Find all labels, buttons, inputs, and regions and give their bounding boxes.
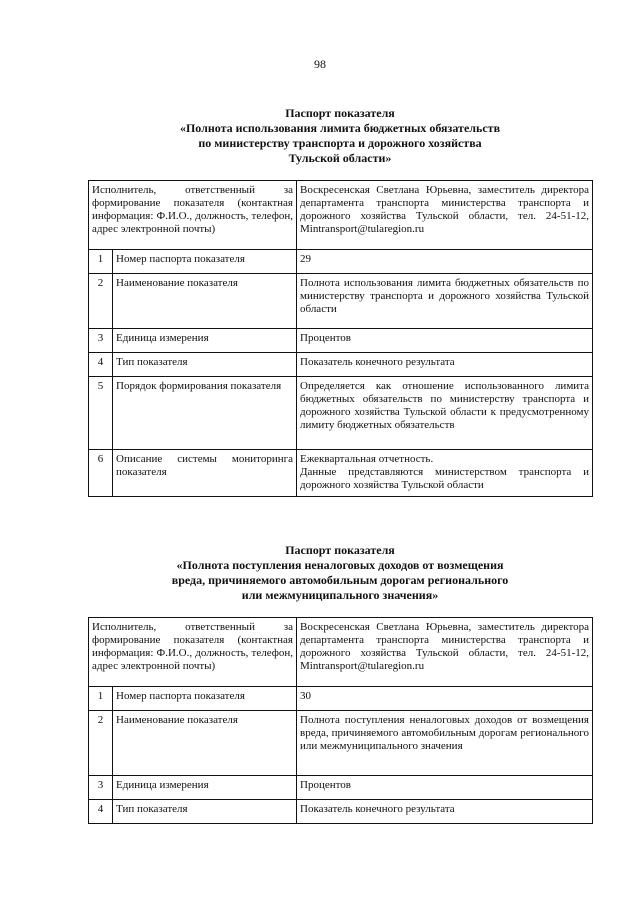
value-line: Ежеквартальная отчетность. bbox=[300, 453, 434, 465]
passport-title bbox=[88, 543, 592, 603]
row-label: Наименование показателя bbox=[113, 274, 297, 329]
indicator-passport-2 bbox=[88, 543, 592, 824]
page-number: 98 bbox=[314, 57, 326, 71]
row-label: Единица измерения bbox=[113, 329, 297, 353]
indicator-passport-1 bbox=[88, 106, 592, 497]
row-label: Описание системы мониторинга показателя bbox=[113, 450, 297, 497]
passport-table bbox=[88, 617, 593, 824]
row-label: Номер паспорта показателя bbox=[113, 687, 297, 711]
row-number: 4 bbox=[89, 353, 113, 377]
row-value: 30 bbox=[297, 687, 593, 711]
executor-label: Исполнитель, ответственный за формирование показателя (контактная информация: Ф.И.О., должность, телефон, адрес электронной почты) bbox=[89, 181, 297, 250]
table-row bbox=[89, 800, 593, 824]
row-number: 3 bbox=[89, 329, 113, 353]
table-row bbox=[89, 618, 593, 687]
passport-table bbox=[88, 180, 593, 497]
row-number: 2 bbox=[89, 711, 113, 776]
executor-label: Исполнитель, ответственный за формирование показателя (контактная информация: Ф.И.О., должность, телефон, адрес электронной почты) bbox=[89, 618, 297, 687]
table-row bbox=[89, 776, 593, 800]
table-row bbox=[89, 250, 593, 274]
row-number: 6 bbox=[89, 450, 113, 497]
row-value: Показатель конечного результата bbox=[297, 353, 593, 377]
table-row bbox=[89, 711, 593, 776]
executor-value: Воскресенская Светлана Юрьевна, заместитель директора департамента транспорта министерства транспорта и дорожного хозяйства Тульской области, тел. 24-51-12, Mintransport@tularegion.ru bbox=[297, 618, 593, 687]
row-number: 2 bbox=[89, 274, 113, 329]
row-value: Определяется как отношение использованного лимита бюджетных обязательств по министерству транспорта и дорожного хозяйства Тульской области к предусмотренному лимиту бюджетных обязательств bbox=[297, 377, 593, 450]
row-label: Тип показателя bbox=[113, 353, 297, 377]
title-line: по министерству транспорта и дорожного хозяйства bbox=[198, 136, 482, 150]
row-number: 4 bbox=[89, 800, 113, 824]
title-line: Паспорт показателя bbox=[285, 543, 395, 557]
title-line: Паспорт показателя bbox=[285, 106, 395, 120]
row-label: Порядок формирования показателя bbox=[113, 377, 297, 450]
table-row bbox=[89, 450, 593, 497]
row-number: 5 bbox=[89, 377, 113, 450]
table-row bbox=[89, 181, 593, 250]
title-line: вреда, причиняемого автомобильным дорогам регионального bbox=[171, 573, 509, 587]
row-value: Полнота использования лимита бюджетных обязательств по министерству транспорта и дорожного хозяйства Тульской области bbox=[297, 274, 593, 329]
title-line: или межмуниципального значения» bbox=[241, 588, 439, 602]
row-label: Тип показателя bbox=[113, 800, 297, 824]
table-row bbox=[89, 274, 593, 329]
title-line: «Полнота поступления неналоговых доходов от возмещения bbox=[176, 558, 504, 572]
table-row bbox=[89, 377, 593, 450]
row-number: 1 bbox=[89, 250, 113, 274]
table-row bbox=[89, 353, 593, 377]
title-line: «Полнота использования лимита бюджетных обязательств bbox=[179, 121, 501, 135]
value-line: Данные представляются министерством транспорта и дорожного хозяйства Тульской области bbox=[300, 466, 589, 491]
row-value: Полнота поступления неналоговых доходов от возмещения вреда, причиняемого автомобильным дорогам регионального или межмуниципального значения bbox=[297, 711, 593, 776]
row-value: Показатель конечного результата bbox=[297, 800, 593, 824]
row-number: 1 bbox=[89, 687, 113, 711]
row-value: Процентов bbox=[297, 329, 593, 353]
passport-title bbox=[88, 106, 592, 166]
row-label: Номер паспорта показателя bbox=[113, 250, 297, 274]
row-number: 3 bbox=[89, 776, 113, 800]
title-line: Тульской области» bbox=[288, 151, 392, 165]
table-row bbox=[89, 687, 593, 711]
row-label: Наименование показателя bbox=[113, 711, 297, 776]
row-value bbox=[297, 450, 593, 497]
table-row bbox=[89, 329, 593, 353]
row-value: 29 bbox=[297, 250, 593, 274]
row-label: Единица измерения bbox=[113, 776, 297, 800]
row-value: Процентов bbox=[297, 776, 593, 800]
executor-value: Воскресенская Светлана Юрьевна, заместитель директора департамента транспорта министерства транспорта и дорожного хозяйства Тульской области, тел. 24-51-12, Mintransport@tularegion.ru bbox=[297, 181, 593, 250]
